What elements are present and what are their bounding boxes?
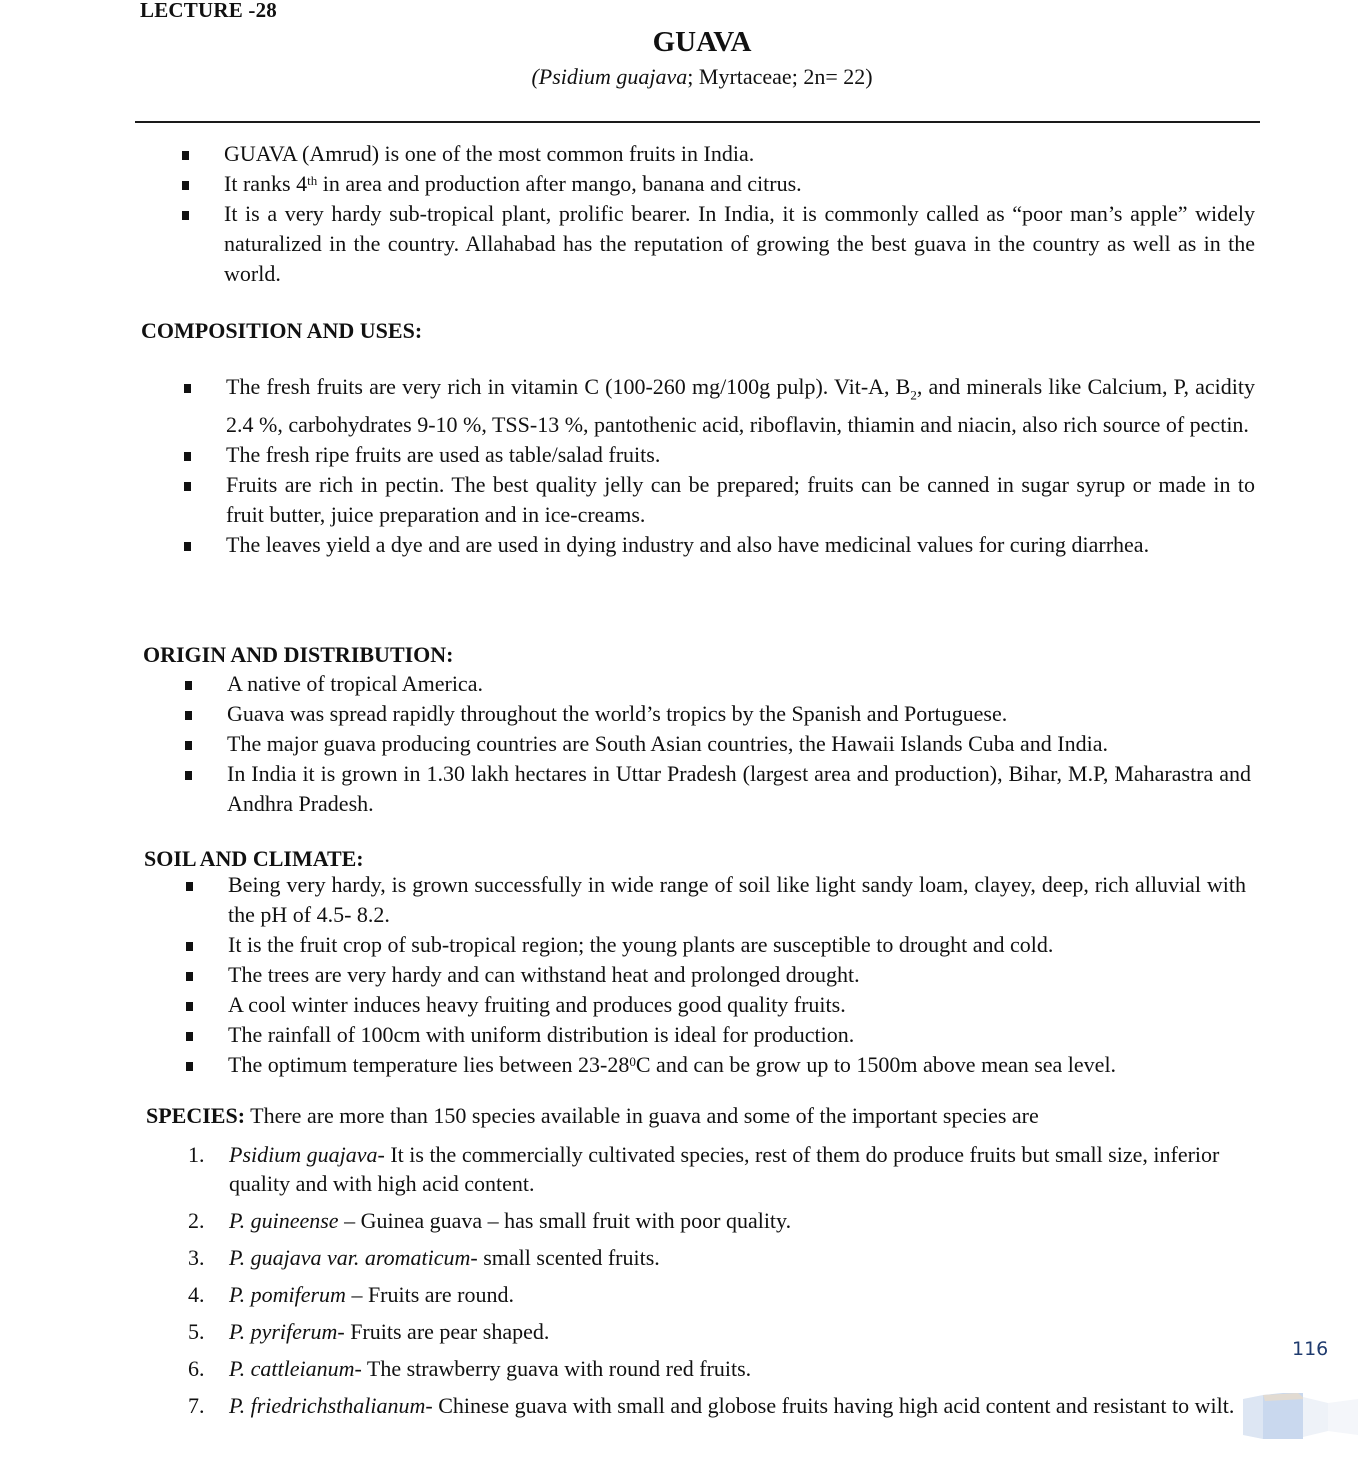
species-name: P. cattleianum	[229, 1356, 355, 1381]
species-list	[188, 1140, 1243, 1428]
lecture-label: LECTURE -28	[140, 0, 277, 22]
bullet-icon	[182, 181, 189, 190]
item-number: 2.	[188, 1208, 205, 1233]
item-number: 6.	[188, 1356, 205, 1381]
species-intro-text: There are more than 150 species available in guava and some of the important species are	[245, 1103, 1039, 1128]
section-heading-composition: COMPOSITION AND USES:	[141, 318, 423, 343]
item-text: Guava was spread rapidly throughout the world’s tropics by the Spanish and Portuguese.	[227, 701, 1008, 726]
item-text: in area and production after mango, banana and citrus.	[317, 171, 802, 196]
species-name: P. pyriferum	[229, 1319, 338, 1344]
page-title: GUAVA	[652, 26, 752, 58]
species-name: P. friedrichsthalianum	[229, 1393, 426, 1418]
list-item	[184, 1050, 1246, 1080]
section-heading-origin: ORIGIN AND DISTRIBUTION:	[143, 642, 454, 667]
species-description: – Fruits are round.	[345, 1282, 514, 1307]
bullet-icon	[182, 211, 189, 220]
bullet-icon	[184, 482, 191, 491]
species-description: - Chinese guava with small and globose fruits having high acid content and resistant to wilt.	[425, 1393, 1235, 1418]
item-number: 4.	[188, 1282, 205, 1307]
item-text: A native of tropical America.	[227, 671, 483, 696]
bullet-icon	[185, 681, 192, 690]
bullet-icon	[185, 771, 192, 780]
species-item	[188, 1140, 1243, 1198]
species-item	[188, 1206, 1243, 1235]
item-text: The major guava producing countries are South Asian countries, the Hawaii Islands Cuba and India.	[227, 731, 1108, 756]
item-text: It is the fruit crop of sub-tropical region; the young plants are susceptible to drought and cold.	[228, 932, 1054, 957]
item-text: Being very hardy, is grown successfully in wide range of soil like light sandy loam, clayey, deep, rich alluvial with the pH of 4.5- 8.2.	[228, 872, 1246, 927]
composition-list	[182, 372, 1255, 560]
page-subtitle	[0, 64, 1364, 90]
bullet-icon	[185, 741, 192, 750]
list-item	[184, 960, 1246, 990]
species-item	[188, 1391, 1243, 1420]
item-text: It ranks 4	[224, 171, 308, 196]
item-number: 1.	[188, 1142, 205, 1167]
item-text: C and can be grow up to 1500m above mean sea level.	[635, 1052, 1117, 1077]
item-number: 5.	[188, 1319, 205, 1344]
species-description: - Fruits are pear shaped.	[337, 1319, 550, 1344]
bullet-icon	[185, 711, 192, 720]
bullet-icon	[186, 1032, 193, 1041]
list-item	[183, 669, 1251, 699]
species-description: - It is the commercially cultivated species, rest of them do produce fruits but small size, inferior quality and with high acid content.	[229, 1142, 1220, 1196]
species-name: P. pomiferum	[229, 1282, 346, 1307]
item-text: , and minerals like Calcium, P, acidity 2.4 %, carbohydrates 9-10 %, TSS-13 %, pantothenic acid, riboflavin, thiamin and niacin, also rich source of pectin.	[226, 374, 1255, 438]
item-text: It is a very hardy sub-tropical plant, prolific bearer. In India, it is commonly called as “poor man’s apple” widely naturalized in the country. Allahabad has the reputation of growing the best guava in the country as well as in the world.	[224, 201, 1255, 286]
section-heading-soil: SOIL AND CLIMATE:	[144, 846, 364, 871]
species-name: P. guineense	[229, 1208, 339, 1233]
item-text: Fruits are rich in pectin. The best quality jelly can be prepared; fruits can be canned in sugar syrup or made in to fruit butter, juice preparation and in ice-creams.	[226, 472, 1255, 528]
list-item	[180, 199, 1255, 289]
item-text: The leaves yield a dye and are used in dying industry and also have medicinal values for curing diarrhea.	[226, 532, 1150, 558]
soil-list	[184, 870, 1246, 1080]
item-text: The fresh fruits are very rich in vitamin C (100-260 mg/100g pulp). Vit-A, B	[226, 374, 911, 399]
origin-list	[183, 669, 1251, 819]
item-text: The fresh ripe fruits are used as table/salad fruits.	[226, 442, 661, 468]
bullet-icon	[186, 1002, 193, 1011]
section-heading-species: SPECIES:	[146, 1103, 246, 1128]
item-number: 3.	[188, 1245, 205, 1270]
species-intro	[146, 1103, 1256, 1129]
list-item	[183, 699, 1251, 729]
item-text: In India it is grown in 1.30 lakh hectares in Uttar Pradesh (largest area and production), Bihar, M.P, Maharastra and Andhra Pradesh.	[227, 761, 1251, 816]
species-description: - The strawberry guava with round red fruits.	[354, 1356, 752, 1381]
species-item	[188, 1280, 1243, 1309]
superscript: 0	[629, 1054, 636, 1069]
species-description: – Guinea guava – has small fruit with poor quality.	[338, 1208, 792, 1233]
subscript: 2	[910, 387, 917, 403]
subtitle-rest: ; Myrtaceae; 2n= 22)	[687, 64, 873, 89]
species-item	[188, 1317, 1243, 1346]
intro-list	[180, 139, 1255, 289]
item-text: The optimum temperature lies between 23-28	[228, 1052, 630, 1077]
list-item	[182, 530, 1255, 560]
title-divider	[135, 121, 1260, 123]
list-item	[180, 139, 1255, 169]
item-number: 7.	[188, 1393, 205, 1418]
bullet-icon	[186, 1062, 193, 1071]
bullet-icon	[182, 151, 189, 160]
bullet-icon	[186, 882, 193, 891]
list-item	[182, 372, 1255, 440]
list-item	[183, 759, 1251, 819]
species-name: P. guajava var. aromaticum	[229, 1245, 471, 1270]
list-item	[182, 470, 1255, 530]
species-item	[188, 1354, 1243, 1383]
bullet-icon	[186, 942, 193, 951]
item-text: The trees are very hardy and can withstand heat and prolonged drought.	[228, 962, 860, 987]
species-item	[188, 1243, 1243, 1272]
item-text: A cool winter induces heavy fruiting and produces good quality fruits.	[228, 992, 846, 1017]
list-item	[182, 440, 1255, 470]
bullet-icon	[184, 452, 191, 461]
scientific-name: (Psidium guajava	[531, 64, 688, 89]
item-text: GUAVA (Amrud) is one of the most common fruits in India.	[224, 141, 755, 166]
page-number: 116	[1292, 1338, 1329, 1360]
species-description: - small scented fruits.	[470, 1245, 660, 1270]
list-item	[184, 990, 1246, 1020]
bullet-icon	[186, 972, 193, 981]
list-item	[183, 729, 1251, 759]
bullet-icon	[184, 542, 191, 551]
list-item	[184, 870, 1246, 930]
item-text: The rainfall of 100cm with uniform distribution is ideal for production.	[228, 1022, 855, 1047]
list-item	[180, 169, 1255, 199]
bullet-icon	[184, 384, 191, 393]
page-curl-icon	[1243, 1393, 1358, 1441]
list-item	[184, 1020, 1246, 1050]
list-item	[184, 930, 1246, 960]
species-name: Psidium guajava	[229, 1142, 378, 1167]
superscript: th	[307, 173, 318, 188]
